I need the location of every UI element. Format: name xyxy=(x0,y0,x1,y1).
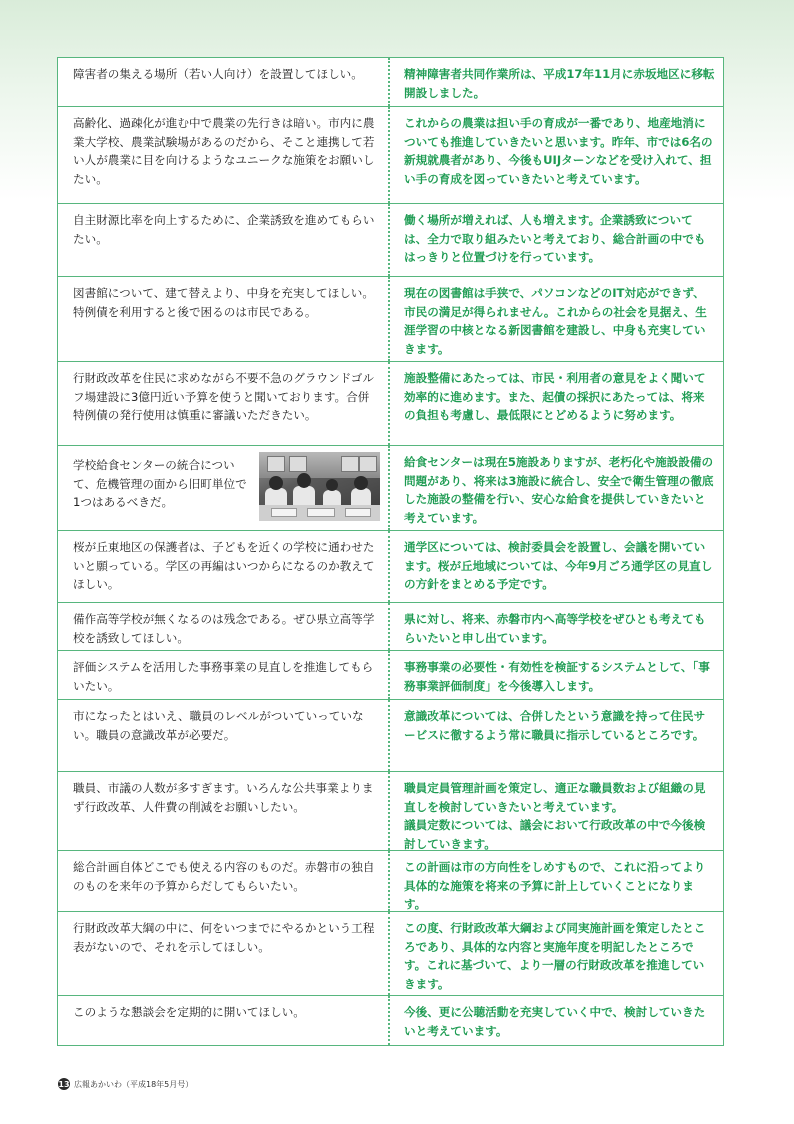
qa-row xyxy=(58,851,723,912)
qa-row xyxy=(58,58,723,107)
answer-text: 意識改革については、合併したという意識を持って住民サービスに徹するよう常に職員に指示しているところです。 xyxy=(404,709,706,742)
page-footer xyxy=(58,1078,193,1090)
photo-tray xyxy=(345,508,371,517)
answer-text: 事務事業の必要性・有効性を検証するシステムとして、「事務事業評価制度」を今後導入します。 xyxy=(404,660,710,693)
question-text: 桜が丘東地区の保護者は、子どもを近くの学校に通わせたいと願っている。学区の再編はいつからになるのか教えてほしい。 xyxy=(58,531,390,602)
qa-row xyxy=(58,362,723,446)
photo-tray xyxy=(307,508,335,517)
answer-text: この計画は市の方向性をしめすもので、これに沿ってより具体的な施策を将来の予算に計上していくことになります。 xyxy=(404,860,706,911)
question-text: 行財政改革を住民に求めながら不要不急のグラウンドゴルフ場建設に3億円近い予算を使うと聞いております。合併特例債の発行使用は慎重に審議いただきたい。 xyxy=(58,362,390,445)
qa-table xyxy=(57,57,724,1046)
answer-text: 県に対し、将来、赤磐市内へ高等学校をぜひとも考えてもらいたいと申し出ています。 xyxy=(404,612,706,645)
answer-text: 働く場所が増えれば、人も増えます。企業誘致については、全力で取り組みたいと考えており、総合計画の中でもはっきりと位置づけを行っています。 xyxy=(404,213,706,264)
photo-child xyxy=(326,479,338,491)
publication-title: 広報あかいわ（平成18年5月号） xyxy=(74,1079,194,1089)
question-text: このような懇談会を定期的に開いてほしい。 xyxy=(58,996,390,1045)
photo-child xyxy=(269,476,283,490)
question-text: 備作高等学校が無くなるのは残念である。ぜひ県立高等学校を誘致してほしい。 xyxy=(58,603,390,650)
answer-text: 今後、更に公聴活動を充実していく中で、検討していきたいと考えています。 xyxy=(404,1005,706,1038)
qa-row xyxy=(58,277,723,362)
question-text: 総合計画自体どこでも使える内容のものだ。赤磐市の独自のものを来年の予算からだしてもらいたい。 xyxy=(58,851,390,911)
question-text: 行財政改革大綱の中に、何をいつまでにやるかという工程表がないので、それを示してほしい。 xyxy=(58,912,390,995)
photo-child xyxy=(297,473,311,488)
answer-text: 職員定員管理計画を策定し、適正な職員数および組織の見直しを検討していきたいと考えています。 議員定数については、議会において行政改革の中で今後検討していきます。 xyxy=(404,781,706,850)
answer-text: これからの農業は担い手の育成が一番であり、地産地消についても推進していきたいと思います。昨年、市では6名の新規就農者があり、今後もUIJターンなどを受け入れて、担い手の育成を図っていきたいと考えています。 xyxy=(404,116,713,186)
question-text: 評価システムを活用した事務事業の見直しを推進してもらいたい。 xyxy=(58,651,390,699)
answer-text: 給食センターは現在5施設ありますが、老朽化や施設設備の問題があり、将来は3施設に統合し、安全で衛生管理の徹底した施設の整備を行い、安心な給食を提供していきたいと考えています。 xyxy=(404,455,714,525)
photo-window xyxy=(289,456,307,472)
question-text: 高齢化、過疎化が進む中で農業の先行きは暗い。市内に農業大学校、農業試験場があるのだから、そこと連携して若い人が農業に目を向けるようなユニークな施策をお願いしたい。 xyxy=(58,107,390,203)
qa-row xyxy=(58,700,723,772)
qa-row xyxy=(58,772,723,851)
answer-text: この度、行財政改革大綱および同実施計画を策定したところであり、具体的な内容と実施年度を明記したところです。これに基づいて、より一層の行財政改革を推進していきます。 xyxy=(404,921,706,991)
answer-text: 施設整備にあたっては、市民・利用者の意見をよく聞いて効率的に進めます。また、起債の採択にあたっては、将来の負担も考慮し、最低限にとどめるように努めます。 xyxy=(404,371,706,422)
question-cell xyxy=(58,446,390,530)
qa-row xyxy=(58,912,723,996)
qa-row xyxy=(58,446,723,531)
qa-row xyxy=(58,204,723,277)
qa-row xyxy=(58,651,723,700)
photo-child xyxy=(354,476,368,490)
question-text: 図書館について、建て替えより、中身を充実してほしい。特例債を利用すると後で困るのは市民である。 xyxy=(58,277,390,361)
photo-window xyxy=(359,456,377,472)
question-text: 市になったとはいえ、職員のレベルがついていっていない。職員の意識改革が必要だ。 xyxy=(58,700,390,771)
qa-row xyxy=(58,531,723,603)
page-number: 13 xyxy=(58,1079,70,1089)
qa-row xyxy=(58,996,723,1045)
answer-text: 通学区については、検討委員会を設置し、会議を開いています。桜が丘地域については、今年9月ごろ通学区の見直しの方針をまとめる予定です。 xyxy=(404,540,713,591)
photo-window xyxy=(267,456,285,472)
photo-tray xyxy=(271,508,297,517)
answer-text: 精神障害者共同作業所は、平成17年11月に赤坂地区に移転開設しました。 xyxy=(404,67,715,100)
answer-text: 現在の図書館は手狭で、パソコンなどのIT対応ができず、市民の満足が得られません。これからの社会を見据え、生涯学習の中核となる新図書館を建設し、中身も充実していきます。 xyxy=(404,286,707,356)
qa-row xyxy=(58,603,723,651)
question-text: 職員、市議の人数が多すぎます。いろんな公共事業よりまず行政改革、人件費の削減をお願いしたい。 xyxy=(58,772,390,850)
school-lunch-photo xyxy=(259,452,380,521)
question-text: 自主財源比率を向上するために、企業誘致を進めてもらいたい。 xyxy=(58,204,390,276)
photo-window xyxy=(341,456,359,472)
question-text: 障害者の集える場所（若い人向け）を設置してほしい。 xyxy=(58,58,390,106)
question-text: 学校給食センターの統合について、危機管理の面から旧町単位で1つはあるべきだ。 xyxy=(73,458,247,509)
qa-row xyxy=(58,107,723,204)
